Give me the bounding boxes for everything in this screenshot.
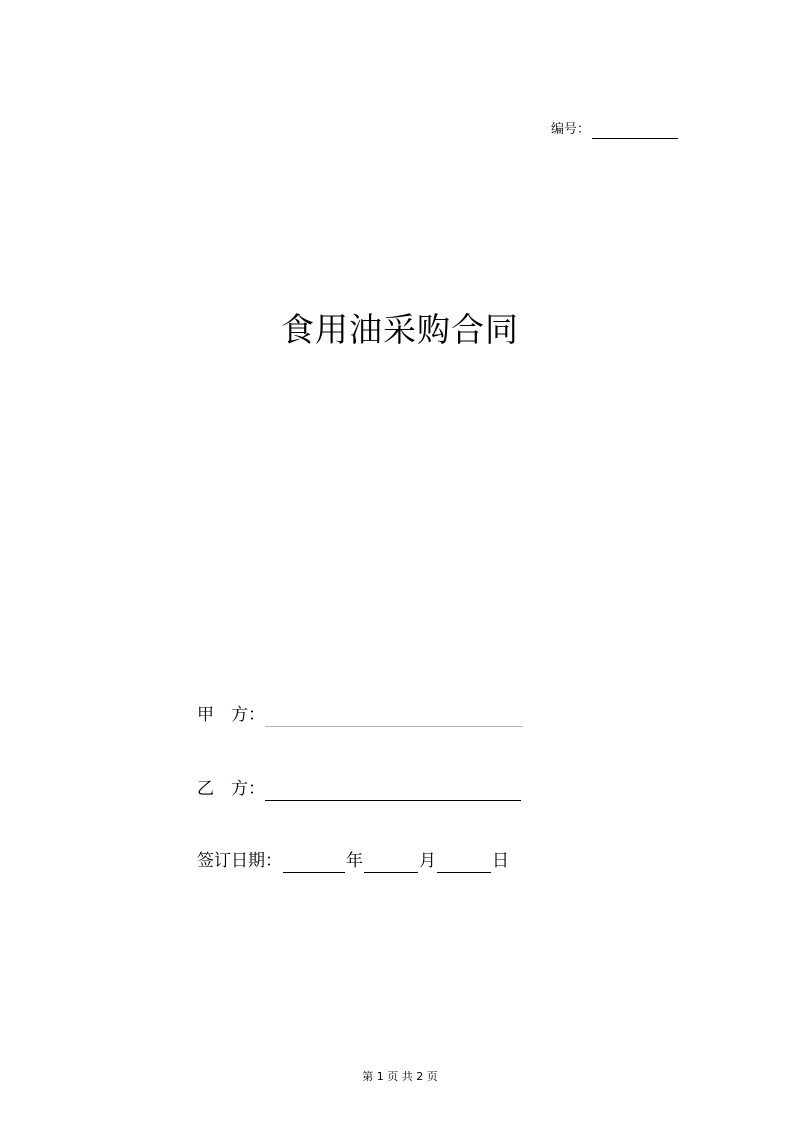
month-blank[interactable] (364, 852, 418, 873)
month-label: 月 (419, 851, 436, 871)
contract-number-label: 编号： (551, 122, 591, 137)
contract-number-blank[interactable] (592, 124, 678, 139)
party-a-label: 甲 方： (197, 705, 265, 725)
day-label: 日 (492, 851, 509, 871)
party-a-blank[interactable] (265, 706, 523, 727)
contract-number (551, 121, 678, 139)
signing-date-field (197, 849, 509, 873)
party-b-label: 乙 方： (197, 779, 265, 799)
day-blank[interactable] (437, 852, 491, 873)
party-b-blank[interactable] (265, 780, 521, 801)
signing-date-label: 签订日期： (197, 851, 282, 871)
party-a-field (197, 703, 523, 727)
document-title: 食用油采购合同 (281, 310, 519, 349)
party-b-field (197, 777, 521, 801)
year-blank[interactable] (283, 852, 345, 873)
year-label: 年 (346, 851, 363, 871)
page-indicator: 第 1 页 共 2 页 (362, 1070, 438, 1083)
